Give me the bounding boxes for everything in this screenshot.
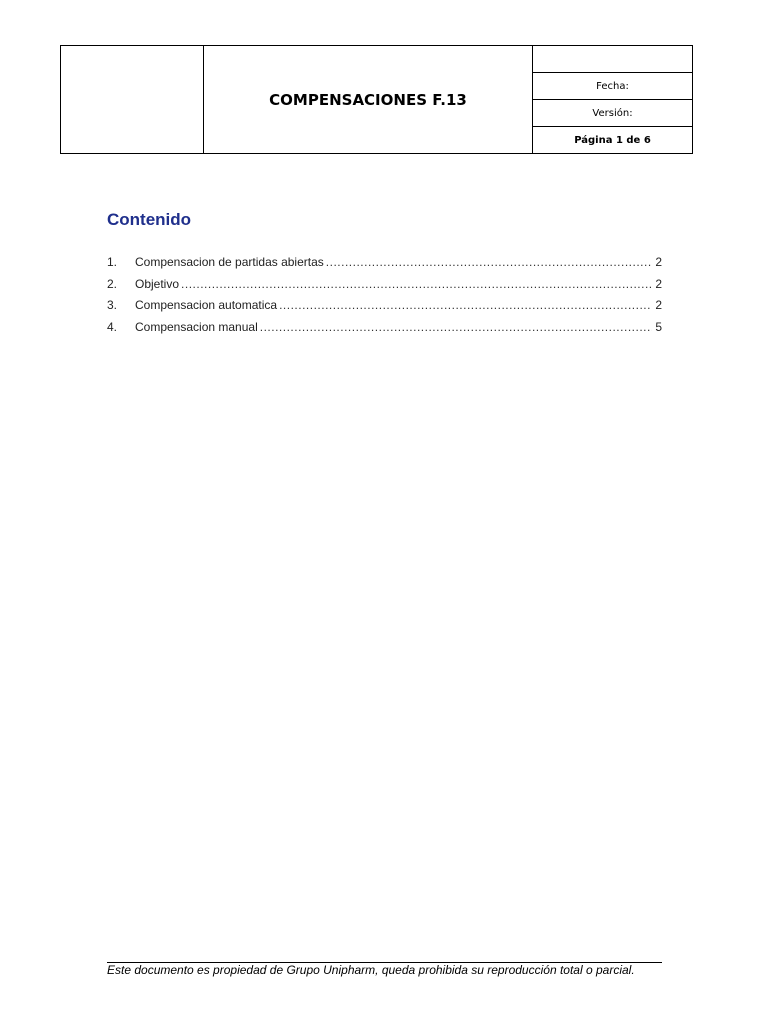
toc-dot-leader xyxy=(260,320,652,334)
table-of-contents xyxy=(107,255,662,341)
toc-item[interactable] xyxy=(107,255,662,277)
toc-dot-leader xyxy=(279,298,652,312)
toc-item-number: 3. xyxy=(107,298,118,312)
toc-dot-leader xyxy=(326,255,652,269)
logo-cell xyxy=(61,46,204,154)
toc-item[interactable] xyxy=(107,320,662,342)
toc-item-title: Compensacion manual xyxy=(135,319,258,334)
toc-dot-leader xyxy=(181,277,652,291)
toc-item-number: 1. xyxy=(107,255,118,269)
toc-item[interactable] xyxy=(107,277,662,299)
toc-item-title: Objetivo xyxy=(135,276,180,291)
document-title: COMPENSACIONES F.13 xyxy=(204,46,533,154)
toc-item-number: 2. xyxy=(107,276,118,291)
toc-item-title: Compensacion automatica xyxy=(135,298,278,312)
toc-item-page: 2 xyxy=(655,298,662,312)
toc-item-page: 5 xyxy=(655,319,662,334)
version-field: Versión: xyxy=(533,100,693,127)
toc-item-title: Compensacion de partidas abiertas xyxy=(135,255,324,269)
document-header xyxy=(60,45,693,154)
toc-item-page: 2 xyxy=(655,276,662,291)
toc-item-number: 4. xyxy=(107,319,118,334)
toc-item[interactable] xyxy=(107,298,662,320)
footer-disclaimer: Este documento es propiedad de Grupo Unipharm, queda prohibida su reproducción total o parcial. xyxy=(107,963,635,977)
header-blank-cell xyxy=(533,46,693,73)
toc-heading: Contenido xyxy=(107,210,192,229)
toc-item-page: 2 xyxy=(655,255,662,269)
page-number: Página 1 de 6 xyxy=(533,127,693,154)
date-field: Fecha: xyxy=(533,73,693,100)
